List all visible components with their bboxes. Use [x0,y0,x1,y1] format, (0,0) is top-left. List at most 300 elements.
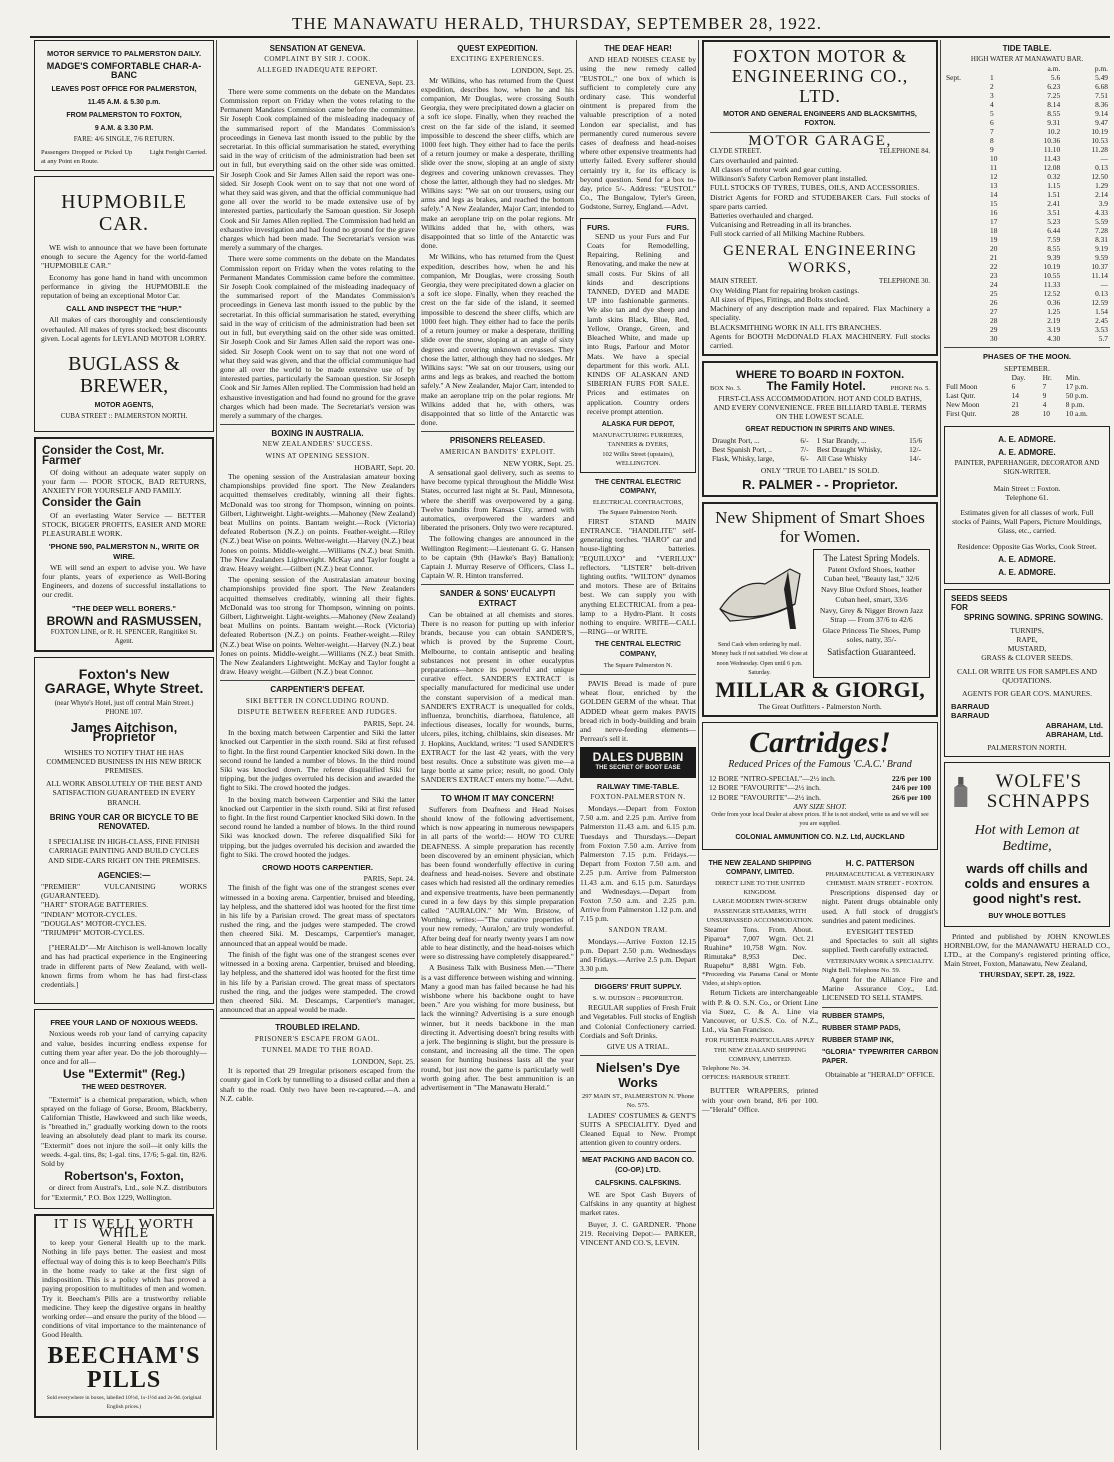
table-row [944,271,1110,280]
column-4 [580,40,696,1452]
table-cell: First Qutr. [946,408,977,418]
dateline: HOBART, Sept. 20. [354,462,415,472]
article-subhead: ALLEGED INADEQUATE REPORT. [256,66,379,75]
ad-paragraph: FIRST STAND MAIN ENTRANCE. "HANDILITE" self-generating torches. "HARO" car and house-lighting batteries. "EQUILUXO" and "VERILUX" reflectors. "LISTER" belt-driven lighting outfits. "WILTON" dynamos and motors. These are of Britains best. We can supply you with anything ELECTRICAL from a pea-lamp to a Hydro-Plant. It costs nothing to enquire. WRITE—CALL—RING—or WRITE. [580,516,696,637]
table-cell: 11 [990,163,998,173]
admore-ad [944,426,1110,584]
ad-line: THE WEED DESTROYER. [81,1084,167,1092]
table-cell [944,280,988,289]
ad-title: THE CENTRAL ELECTRIC COMPANY, [594,641,682,658]
column-2 [220,40,415,1452]
ad-line: "THE DEEP WELL BORERS." [72,603,176,613]
ad-line: Passengers Dropped or Picked Up at any Point en Route. [41,148,133,165]
table-cell [944,271,988,280]
table-cell: Nov. [792,942,807,952]
ad-title: MADGE'S COMFORTABLE CHAR-A-BANC [46,61,202,81]
list-item: District Agents for FORD and STUDEBAKER Cars. Full stocks of spare parts carried. [710,192,930,211]
table-cell: Last Qutr. [946,390,976,400]
shipping-ad [702,855,818,1116]
table-cell: 0.13 [1095,289,1108,299]
list-item: Machinery of any description made and repaired. Flax Machinery a speciality. [710,304,930,323]
table-cell: 8,953 [742,951,760,961]
ad-line: FOXTON LINE, or R. H. SPENCER, Rangitikei St. Agent. [50,627,198,646]
ad-line: 102 Willis Street (upstairs), WELLINGTON. [602,450,674,467]
divider [944,347,1110,348]
cartridges-ad [702,722,938,849]
table-cell: 2.14 [1095,190,1108,200]
ad-title: FURS. [587,222,610,232]
table-header: a.m. [1047,64,1061,74]
ad-line: GIVE US A TRIAL. [606,1041,670,1051]
ad-line: TELEPHONE 84. [879,146,930,155]
table-row [944,409,1110,418]
table-cell: 10 a.m. [1065,408,1088,418]
list-item: Vulcanising and Retreading in all its branches. [710,220,852,230]
column-rule [216,40,217,1450]
article-body: The following changes are announced in the Wellington Regiment:—Lieutenant G. G. Hansen to be captain (9th (Hawke's Bay) Battalion); Captain J. Murray Reserve of Officers, Class I., Captain W. R. Hinton transferred. [421,534,574,581]
divider [580,1055,696,1056]
table-row [944,100,1110,109]
ad-title: Consider the Cost, Mr. Farmer [42,445,165,467]
divider [421,584,574,585]
table-cell: 8.55 [1047,109,1061,119]
column-rule [940,40,941,1450]
list-item: Glace Princess Tie Shoes, Pump soles, natty, 35/- [822,626,921,645]
ad-title: BROWN and RASMUSSEN, [46,613,202,628]
article-body: There were some comments on the debate on the Mandates Commission report on Friday when the votes relating to the Permanent Mandates Commission came before the committee. Sir Joseph Cook complained of the misleading inadequacy of the summarised report of the Mandates Commission's proceedings in Geneva last month issued to the public by the secretariat. In this official summarisation he stated, everything said in the way of criticism of the administration had been set out in full, but everything said on the other side was omitted. Sir Joseph Cook and Sir James Allen said the report was one-sided. Sir Joseph Cook went on to say that not one word of what they said was given, and that the official communique had gone all over the world to be made extensive use of by interested parties, particularly the Samoan question. Sir Joseph Cook and Sir James Allen replied. The Commission had held an exhaustive investigation and had found no ground for the grave charges which had been made. The Secretariat's version was merely a summary of the charges. [220,86,415,253]
table-row [702,943,818,952]
table-cell: 3.19 [1047,325,1061,335]
ad-title: SPRING SOWING. SPRING SOWING. [963,612,1103,622]
table-cell: Feb. [792,960,806,970]
table-row [944,181,1110,190]
table-row [944,289,1110,298]
list-item: Oxy Welding Plant for repairing broken castings. [710,285,860,295]
ad-line: PHONE 107. [105,707,143,716]
table-cell: 5.59 [1095,217,1108,227]
article-body: Mr Wilkins, who has returned from the Quest expedition, describes how, when he and his companion, Mr Douglas, were crossing South Georgia, they were precipitated down a glacier on a soft ice slope. Finally, when they reached the crest on the far side of the island, it seemed impossible to descend the sheer cliffs, which are 1000 feet high. They either had to face the perils of a return journey or make a desperate, thrilling slide over the snow, sloping at an angle of sixty degrees and covering unknown crevasses. They chose the latter, although they had no sledges. Mr Wilkins says: "We sat on our trousers, using our arms and legs as brakes, and reached the bottom safely." A New Zealander, Major Carr, intended to make an aeroplane trip on the polar regions. Mr Wilkins added that he, with others, was disappointed that so little of the Antarctic was done. [421,252,574,428]
table-cell: 1.25 [1047,307,1061,317]
table-header: Day. [1011,372,1026,382]
table-row [944,136,1110,145]
table-cell: All Case Whisky [816,454,868,464]
list-item: "TRIUMPH" MOTOR-CYCLES. [41,928,145,937]
ad-line: FOR FURTHER PARTICULARS APPLY THE NEW ZEALAND SHIPPING COMPANY, LIMITED. [705,1037,815,1063]
table-cell [944,145,988,154]
article-headline: SANDER & SONS' EUCALYPTI EXTRACT [439,589,556,608]
table-cell [944,262,988,271]
ad-paragraph: SEND us your Furs and Fur Coats for Remodelling, Repairing, Relining and Renovating, and make the new at small costs. Fur Skins of all kinds and descriptions TANNED, DYED and MADE UP into fashionable garments. We also tan and dye sheep and lamb skins Black, Blue, Red, Yellow, Orange, Green, and Bleached White, and made up into Rugs, Parlour and Motor Mats. We have a special department for this work. ALL KINDS OF ALASKAN AND SIBERIAN FURS FOR SALE. Prices and estimates on application. Country orders receive prompt attention. [587,231,689,416]
table-cell: 9 [990,145,994,155]
ad-paragraph: Noxious weeds rob your land of carrying capacity and value, besides incurring endless expense for cutting them year after year. Do the job thoroughly—once and for all— [41,1029,207,1067]
ad-line: Telephone 61. [1005,492,1049,502]
table-header: Hr. [1042,372,1052,382]
table-row [944,208,1110,217]
ad-line: THE SECRET OF BOOT EASE [595,765,681,772]
ad-paragraph: wards off chills and colds and ensures a good night's rest. [964,861,1090,907]
column-5 [702,40,938,1452]
dateline: GENEVA, Sept. 23. [354,77,415,87]
table-cell: 12/- [909,445,922,455]
list-item: RAPE, [1016,635,1038,645]
ad-paragraph: BUTTER WRAPPERS, printed with your own brand, 8/6 per 100. —"Herald" Office. [702,1086,818,1114]
ad-line: Send Cash when ordering by mail. Money back if not satisfied. We close at noon Wednesday. Open until 6 p.m. Saturday. [711,642,808,676]
table-cell: 8.36 [1095,100,1108,110]
hupmobile-ad [34,176,214,432]
ad-paragraph: REGULAR supplies of Fresh Fruit and Vegetables. Full stocks of English and Colonial Confectionery carried. Cordials and Soft Drinks. [580,1003,696,1040]
divider [421,431,574,432]
table-cell: 12.52 [1043,289,1061,299]
table-cell: 7/- [800,445,809,455]
table-row [944,91,1110,100]
list-item: 22/6 per 100 [891,774,931,784]
ad-line: (near Whyte's Hotel, just off central Main Street.) [54,698,194,707]
article-body: Can be obtained at all chemists and stores. There is no reason for putting up with inferior brands, because you can obtain SANDER'S, which is proved by the Supreme Court, Melbourne, to contain antiseptic and healing substances not present in other eucalyptus preparations—hence its powerful and unique curative effect. SANDER'S EXTRACT is specially manufactured for medicinal use under the constant supervision of a medical man. SANDER'S EXTRACT is unequalled for colds, influenza, bronchitis, diarrhoea, flatulence, all infectious diseases, locally for wounds, burns, ulcers, piles, itching, chilblains, skin diseases. Mr J. Hopkins, Auckland, writes: "I used SANDER'S EXTRACT for the last 42 years, with the very best results. Once a substitute was given me—a large bottle at same price; result, no good. Only SANDER'S EXTRACT enters my home."—Advt. [421,609,574,785]
list-item: Patent Oxford Shoes, leather Cuban heel, "Beauty last," 32/6 [823,564,920,584]
table-cell [944,226,988,235]
beechams-ad [34,1214,214,1418]
dateline: NEW YORK, Sept. 25. [503,458,574,468]
table-cell [944,100,988,109]
article-subhead: PRISONER'S ESCAPE FROM GAOL. [254,1034,381,1043]
table-cell: Ruapehu* [704,960,734,970]
table-cell: Sept. [946,73,961,83]
table-cell: 7.51 [1095,91,1108,101]
bottle-icon [951,767,971,817]
table-cell [944,118,988,127]
table-cell: 15/6 [909,436,923,446]
article-headline: THE DEAF HEAR! [604,44,672,53]
table-header [988,64,1014,73]
ad-title: THE CENTRAL ELECTRIC COMPANY, [594,478,682,496]
ad-line: DIRECT LINE TO THE UNITED KINGDOM. [715,879,805,897]
table-cell: 11.14 [1091,271,1108,281]
table-cell: 22 [990,262,998,272]
ad-title: FOXTON MOTOR & ENGINEERING CO., LTD. [731,46,909,106]
ad-line: CALFSKINS. CALFSKINS. [595,1179,681,1187]
table-header: From. [768,924,787,934]
seeds-ad [944,589,1110,757]
table-row [944,400,1110,409]
ad-line: Obtainable at "HERALD" OFFICE. [825,1069,935,1079]
table-cell: 9.47 [1095,118,1108,128]
table-row [702,952,818,961]
list-item: All classes of motor work and gear cutting. [710,165,842,175]
list-item: RUBBER STAMP INK, [822,1036,894,1044]
list-item: All sizes of Pipes, Fittings, and Bolts stocked. [710,295,850,305]
table-cell: 2.41 [1047,199,1061,209]
ad-line: The Square Palmerston N. [603,661,673,669]
table-cell: 10.2 [1047,127,1061,137]
list-item: "GLORIA" TYPEWRITER CARBON PAPER. [822,1049,938,1066]
table-cell: 6 [990,118,994,128]
table-cell: 1 Star Brandy, ... [816,436,867,446]
ad-paragraph: and Spectacles to suit all sights supplied. Teeth carefully extracted. [822,936,938,955]
table-cell: 50 p.m. [1065,390,1089,400]
table-cell: 27 [990,307,998,317]
table-cell [944,325,988,334]
table-cell: 29 [990,325,998,335]
masthead: THE MANAWATU HERALD, THURSDAY, SEPTEMBER 28, 1922. [291,14,823,33]
table-cell [944,298,988,307]
ad-paragraph: WE wish to announce that we have been fortunate enough to secure the Agency for the world-famed "HUPMOBILE CAR." [41,243,207,271]
table-cell: 30 [990,334,998,344]
table-cell [944,316,988,325]
list-item: 12 BORE "NITRO-SPECIAL"—2½ inch. [709,774,836,784]
ad-paragraph: PAVIS Bread is made of pure wheat flour, enriched by the GOLDEN GERM of the wheat. That ADDED wheat germ makes PAVIS bread rich in body-building and brain and nerve-feeding elements—Perreau's sell it. [580,679,696,744]
table-cell: 11.28 [1091,145,1108,155]
article-body: Mondays.—Arrive Foxton 12.15 p.m. Depart 2.50 p.m. Wednesdays and Fridays.—Arrive 2.5 p.m. Depart 3.30 p.m. [580,936,696,974]
table-cell: 9.39 [1047,253,1061,263]
table-cell: 6.44 [1047,226,1061,236]
table-row [944,127,1110,136]
list-item: "HART" STORAGE BATTERIES. [41,900,149,910]
article-body: A Business Talk with Business Men.—"There is a vast difference between wishing and winning. Many a good man has failed because he had his wishbone where his backbone ought to have been." Are you wishing for more business, but lack the winning? Advertising is a sure enough winner, but it needs backbone in the man directing it. Advertising doesn't bring results with a jerk. The beginning is slight, but the pressure is constant, and increasing all the time. The open season for hunting business lasts all the year round, but just now the game is particularly well worth going after. The best ammunition is an advertisement in "The Manawatu Herald." [421,963,574,1092]
ad-title: MOTOR GARAGE, [748,133,892,150]
table-cell: 28 [990,316,998,326]
table-cell: 7 [990,127,994,137]
ad-line: ELECTRICAL CONTRACTORS, [592,499,684,507]
article-subhead: SEPTEMBER. [1004,363,1050,373]
ad-line: MOTOR AGENTS, [94,402,154,410]
ad-paragraph: All makes of cars thoroughly and conscientiously overhauled. All makes of tyres stocked; best discounts given. Local agents for LEYLAND MOTOR LORRY. [41,315,207,343]
ad-line: MANUFACTURING FURRIERS, TANNERS & DYERS, [592,432,684,449]
ad-heading: MOTOR SERVICE TO PALMERSTON DAILY. [46,49,202,58]
imprint: Printed and published by JOHN KNOWLES HORNBLOW, for the MANAWATU HERALD CO., LTD., at the Company's registered printing office, Main Street, Foxton, Manawatu, New Zealand, [944,931,1110,969]
table-row [944,172,1110,181]
ad-paragraph: Prescriptions dispensed day or night. Patent drugs obtainable only used. A full stock of druggist's sundries and patent medicines. [822,888,938,925]
article-body: Mondays.—Depart from Foxton 7.50 a.m. and 2.25 p.m. Arrive from Palmerston 11.43 a.m. and 6.15 p.m. Tuesdays and Thursdays.—Depart from Foxton 7.50 a.m. Arrive from Palmerston 7.15 p.m. Fridays.—Depart from Foxton 7.50 a.m. and 2.25 p.m. Arrive from Palmerston 11.43 a.m. and 6.15 p.m. Saturdays and Wednesdays.—Depart from Foxton 7.50 a.m. and 2.25 p.m. Arrive from Palmerston 1.12 p.m. and 7.15 p.m. [580,804,696,924]
ad-paragraph: FIRST-CLASS ACCOMMODATION. HOT AND COLD BATHS, AND EVERY CONVENIENCE. FREE BILLIARD TABLE. TERMS ON THE LOWEST SCALE. [713,393,927,422]
ad-line: EYESIGHT TESTED [846,926,914,936]
table-cell: 4.30 [1047,334,1061,344]
table-cell: 9.31 [1047,118,1061,128]
table-cell: 17 [990,217,998,227]
table-row [702,934,818,943]
article-body: It is reported that 29 Irregular prisoners escaped from the county gaol in Cork by tunnelling to a disused cellar and then a shaft to the road. Only two have been re-captured.—A. and N.Z. cable. [220,1066,415,1103]
ad-subtitle: Hot with Lemon at Bedtime, [974,823,1080,855]
table-cell: 12.08 [1043,163,1061,173]
list-item: Cars overhauled and painted. [710,155,799,165]
table-row [944,82,1110,91]
table-cell: 7.28 [1095,226,1108,236]
table-cell: 4 [990,100,994,110]
article-headline: SENSATION AT GENEVA. [269,44,366,53]
table-cell [944,235,988,244]
divider [580,978,696,979]
ad-title: THE NEW ZEALAND SHIPPING COMPANY, LIMITED. [708,859,812,876]
table-row [944,190,1110,199]
article-body: In the boxing match between Carpentier and Siki the latter knocked out Carpentier in the sixth round. Siki at first refused to fight. In the first round Carpentier knocked Siki down. In the second round he landed a number of blows. In the third round Siki was knocked down. The referee disqualified Siki for tripping, but the judges overruled his decision and awarded the fight to Siki. The crowd hooted the judges. [220,794,415,859]
table-cell: 9.19 [1095,244,1108,254]
table-cell: 16 [990,208,998,218]
table-row [702,961,818,970]
table-cell: 1.51 [1047,190,1061,200]
ad-line: BARRAUD [951,702,990,712]
patterson-ad [822,855,938,1116]
ad-paragraph: Economy has gone hand in hand with uncommon performance in giving the HUPMOBILE the reputation of being an exceptional Motor Car. [41,272,207,301]
shoe-icon [710,549,810,639]
table-cell: 6.68 [1095,82,1108,92]
ad-title: WOLFE'S SCHNAPPS [986,771,1091,813]
family-hotel-ad [702,361,938,497]
ad-title: MEAT PACKING AND BACON CO. (CO-OP.) LTD. [582,1157,694,1174]
table-cell: 14 [1011,390,1019,400]
ad-title: GARAGE, Whyte Street. [44,679,204,696]
article-subhead: SANDON TRAM. [608,925,668,934]
ad-title: A. E. ADMORE. [998,448,1056,458]
table-cell: 5.6 [1050,73,1061,83]
ad-title: New Shipment of Smart Shoes for Women. [715,507,925,546]
table-cell: 8.14 [1047,100,1061,110]
table-row [944,118,1110,127]
list-item: Agents for BOOTH McDONALD FLAX MACHINERY. Full stocks carried. [710,331,930,351]
article-headline: QUEST EXPEDITION. [457,44,538,53]
ad-line: PHARMACEUTICAL & VETERINARY CHEMIST. MAIN STREET - FOXTON. [825,870,935,887]
article-body: The finish of the fight was one of the strangest scenes ever witnessed in a boxing arena. Carpentier, bruised and bleeding, lay helpless, and the shattered idol was hooted for the first time in his life by a Parisian crowd. The great mass of spectators rushed the ring, and the judges were stampeded. The crowd then cheered Siki. M. Descamps, Carpentier's manager, announced that an appeal would be made. [220,883,415,948]
table-row [944,199,1110,208]
table-row [944,382,1110,391]
list-item: Wilkinson's Safety Carbon Remover plant installed. [710,174,868,184]
table-cell: Draught Port, ... [712,436,760,446]
list-item: TURNIPS, [1010,625,1044,635]
divider [421,789,574,790]
ad-heading: FREE YOUR LAND OF NOXIOUS WEEDS. [50,1018,198,1028]
table-cell: 9.14 [1095,109,1108,119]
list-item: Full stock carried of all Milking Machine Rubbers. [710,229,865,239]
table-cell: 10.19 [1043,262,1061,272]
article-headline: PHASES OF THE MOON. [983,352,1071,362]
list-item: 24/6 per 100 [891,783,931,793]
article-subhead: FOXTON-PALMERSTON N. [590,792,686,801]
ad-title: SEEDS SEEDS [951,594,1008,604]
table-header: About. [792,924,813,934]
ad-subtitle: The Latest Spring Models. [823,552,920,563]
table-cell: 26 [990,298,998,308]
article-body: The opening session of the Australasian amateur boxing championships provided fine sport. The New Zealanders acquitted themselves creditably, winning all their fights. McDonald was too strong for Thompson, winning on points. Gilbert, Lightweight. Light-weights.—Mahoney (New Zealand) beat Mullins on points. Bantam weight.—Rock (Victoria) defeated Robertson (N.Z.) on points. Feather-weight.—Riley (N.Z.) beat Wise on points. Welter-weight.—Harvey (N.Z.) beat Jones on points. Middle-weight.—Williams (N.Z.) beat Smith. The New Zealanders Lightweight. McKay and Taylor fought a draw. Heavy weight.—Gilbert (N.Z.) beat Connor. [220,575,415,677]
ad-line: BARRAUD [951,711,990,721]
table-cell: 9 [1042,390,1047,400]
ad-line: BOX No. 3. [710,385,742,393]
table-cell: 7,007 [742,933,760,943]
ad-line: PHONE No. 5. [890,385,930,393]
table-row [944,298,1110,307]
table-header [944,64,988,73]
column-1 [34,40,214,1452]
table-cell: 0.13 [1095,163,1108,173]
table-cell: 8,881 [742,960,760,970]
ad-line: FARE: 4/6 SINGLE, 7/6 RETURN. [73,135,175,144]
table-cell [944,82,988,91]
ad-title: Consider the Gain [42,497,142,510]
table-header: p.m. [1094,64,1108,74]
ad-line: LARGE MODERN TWIN-SCREW PASSENGER STEAMERS, WITH UNSURPASSED ACCOMMODATION. [706,898,814,924]
well-borers-ad [34,437,214,652]
table-cell [944,136,988,145]
ad-line: BUY WHOLE BOTTLES [988,913,1066,921]
table-cell: Dec. [792,951,807,961]
column-6 [944,40,1110,1452]
table-row [710,445,930,454]
ad-title: MILLAR & GIORGI, [715,676,925,702]
table-cell: 7 [1042,381,1047,391]
ad-line: Order from your local Dealer at above prices. If he is not stocked, write us and we will see you are supplied. [711,811,929,828]
list-item: GRASS & CLOVER SEEDS. [981,653,1073,663]
ad-paragraph: Estimates given for all classes of work. Full stocks of Paints, Wall Papers, Picture Mouldings, Glass, etc., carried. [952,508,1102,536]
table-row [944,334,1110,343]
ad-line: BRING YOUR CAR OR BICYCLE TO BE RENOVATED. [49,812,199,831]
table-cell: Best Draught Whisky, [816,445,882,455]
table-header: Steamer [704,924,729,934]
table-row [702,925,818,934]
divider [822,1007,938,1008]
foxton-motor-ad [702,40,938,356]
ad-line: FOR [951,603,968,613]
wolfes-schnapps-ad [944,762,1110,926]
ad-line: Telephone No. 34. [702,1064,750,1072]
table-cell: 2.45 [1095,316,1108,326]
masthead-rule [30,36,1110,38]
table-cell: 8 [990,136,994,146]
table-cell: 6/- [800,454,809,464]
ad-line: The Great Outfitters - Palmerston North. [758,701,882,711]
ad-line: Light Freight Carried. [149,148,207,156]
table-cell: Oct. 21 [792,933,815,943]
ad-line: CALL AND INSPECT THE "HUP." [66,304,182,314]
ad-paragraph: LADIES' COSTUMES & GENT'S SUITS A SPECIALITY. Dyed and Cleaned Equal to New. Prompt attention given to country orders. [580,1110,696,1148]
table-header: Min. [1065,372,1080,382]
article-subhead: AMERICAN BANDITS' EXPLOIT. [439,447,556,456]
article-headline: CARPENTIER'S DEFEAT. [270,685,365,695]
list-item: 26/6 per 100 [891,792,931,802]
dateline: LONDON, Sept. 25. [352,1056,415,1066]
article-subhead: COMPLAINT BY SIR J. COOK. [264,55,371,64]
column-rule [576,40,577,1450]
article-body: Sufferers from Deafness and Head Noises should know of the following advertisement, which is now appearing in numerous newspapers in all parts of the world:— HOW TO CURE DEAFNESS. A simple preparation has recently been discovered by an eminent physician, which has been found wonderfully effective in curing deafness and head-noises. Severe and obstinate cases which had resisted all the ordinary remedies and expensive treatments, have been permanently cured in a few days by this simple preparation called "AURALON." Mr Wm. Bristow, of Worthing, writes:—"The curative properties of your new remedy, 'Auralon,' are truly wonderful. After being deaf for nearly twenty years I am now able to hear distinctly, and the head-noises which were so distressing have completely disappeared." [421,804,574,962]
article-subhead: HIGH WATER AT MANAWATU BAR. [970,55,1084,64]
ad-title: HUPMOBILE CAR. [61,191,187,236]
table-cell: 3.53 [1095,325,1108,335]
ad-line: 297 MAIN ST., PALMERSTON N. 'Phone No. 575. [582,1093,694,1110]
table-cell: 25 [990,289,998,299]
ad-line: Residence: Opposite Gas Works, Cook Street. [957,541,1097,551]
divider [220,1018,415,1019]
table-cell: 5 [990,109,994,119]
table-cell: 14/- [909,454,922,464]
article-body: The opening session of the Australasian amateur boxing championships provided fine sport. The New Zealanders acquitted themselves creditably, winning all their fights. McDonald was too strong for Thompson, winning on points. Gilbert, Lightweight. Light-weights.—Mahoney (New Zealand) beat Mullins on points. Bantam weight.—Rock (Victoria) defeated Robertson (N.Z.) on points. Feather-weight.—Riley (N.Z.) beat Wise on points. Welter-weight.—Harvey (N.Z.) beat Jones on points. Middle-weight.—Williams (N.Z.) beat Smith. The New Zealanders Lightweight. McKay and Taylor fought a draw. Heavy weight.—Gilbert (N.Z.) beat Connor. [220,471,415,573]
table-row [944,253,1110,262]
ad-line: MAIN STREET. [710,276,758,285]
list-item: Navy, Grey & Nigger Brown Jazz Strap — From 37/6 to 42/6 [819,605,924,624]
ad-paragraph: ALL WORK ABSOLUTELY OF THE BEST AND SATISFACTION GUARANTEED IN EVERY BRANCH. [45,779,203,807]
table-cell: 18 [990,226,998,236]
table-cell [767,952,791,961]
article-headline: CROWD HOOTS CARPENTIER. [262,863,373,873]
table-cell [944,334,988,343]
table-cell: 10 [1042,408,1050,418]
table-cell: 1.54 [1095,307,1108,317]
table-cell: 10 [990,154,998,164]
table-cell: 12 [990,172,998,182]
table-cell: 3 [990,91,994,101]
table-cell: 5.49 [1095,73,1108,83]
table-cell: Full Moon [946,381,978,391]
ad-title: Robertson's, Foxton, [64,1169,184,1184]
table-cell: 8 p.m. [1065,399,1085,409]
table-cell: 17 p.m. [1065,381,1089,391]
motor-service-ad [34,40,214,171]
table-cell [944,199,988,208]
